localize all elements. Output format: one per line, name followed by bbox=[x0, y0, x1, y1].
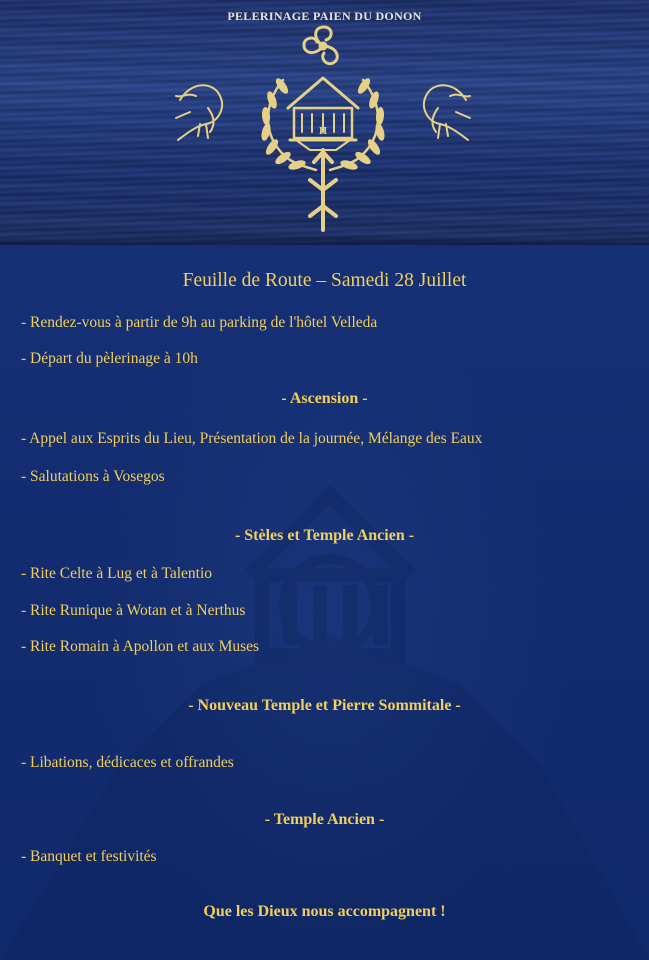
section-heading: - Ascension - bbox=[281, 390, 368, 407]
section-item: - Libations, dédicaces et offrandes bbox=[21, 754, 234, 771]
section-item: - Rite Romain à Apollon et aux Muses bbox=[21, 638, 260, 655]
section-heading: - Nouveau Temple et Pierre Sommitale - bbox=[188, 697, 461, 714]
banner-title: PELERINAGE PAIEN DU DONON bbox=[227, 9, 422, 23]
section-heading: - Stèles et Temple Ancien - bbox=[234, 527, 415, 544]
rune-staff-icon bbox=[310, 150, 336, 230]
section-item: - Rite Runique à Wotan et à Nerthus bbox=[21, 602, 246, 619]
section-item: - Appel aux Esprits du Lieu, Présentation de la journée, Mélange des Eaux bbox=[21, 430, 483, 447]
section-heading: - Temple Ancien - bbox=[264, 811, 385, 828]
intro-line: - Départ du pèlerinage à 10h bbox=[21, 350, 198, 367]
emblem-numeral: II bbox=[318, 125, 328, 137]
route-title: Feuille de Route – Samedi 28 Juillet bbox=[182, 270, 467, 291]
raven-left-icon bbox=[176, 85, 222, 140]
section-item: - Rite Celte à Lug et à Talentio bbox=[21, 565, 213, 582]
route-sheet bbox=[0, 245, 649, 960]
closing-line: Que les Dieux nous accompagnent ! bbox=[203, 903, 446, 920]
emblem-graphic bbox=[0, 0, 649, 245]
section-item: - Banquet et festivités bbox=[21, 848, 157, 865]
section-item: - Salutations à Vosegos bbox=[21, 468, 165, 485]
temple-icon bbox=[288, 78, 358, 150]
triskelion-icon bbox=[304, 27, 337, 64]
header-banner bbox=[0, 0, 649, 245]
raven-right-icon bbox=[424, 85, 470, 140]
intro-line: - Rendez-vous à partir de 9h au parking de l'hôtel Velleda bbox=[21, 314, 378, 331]
